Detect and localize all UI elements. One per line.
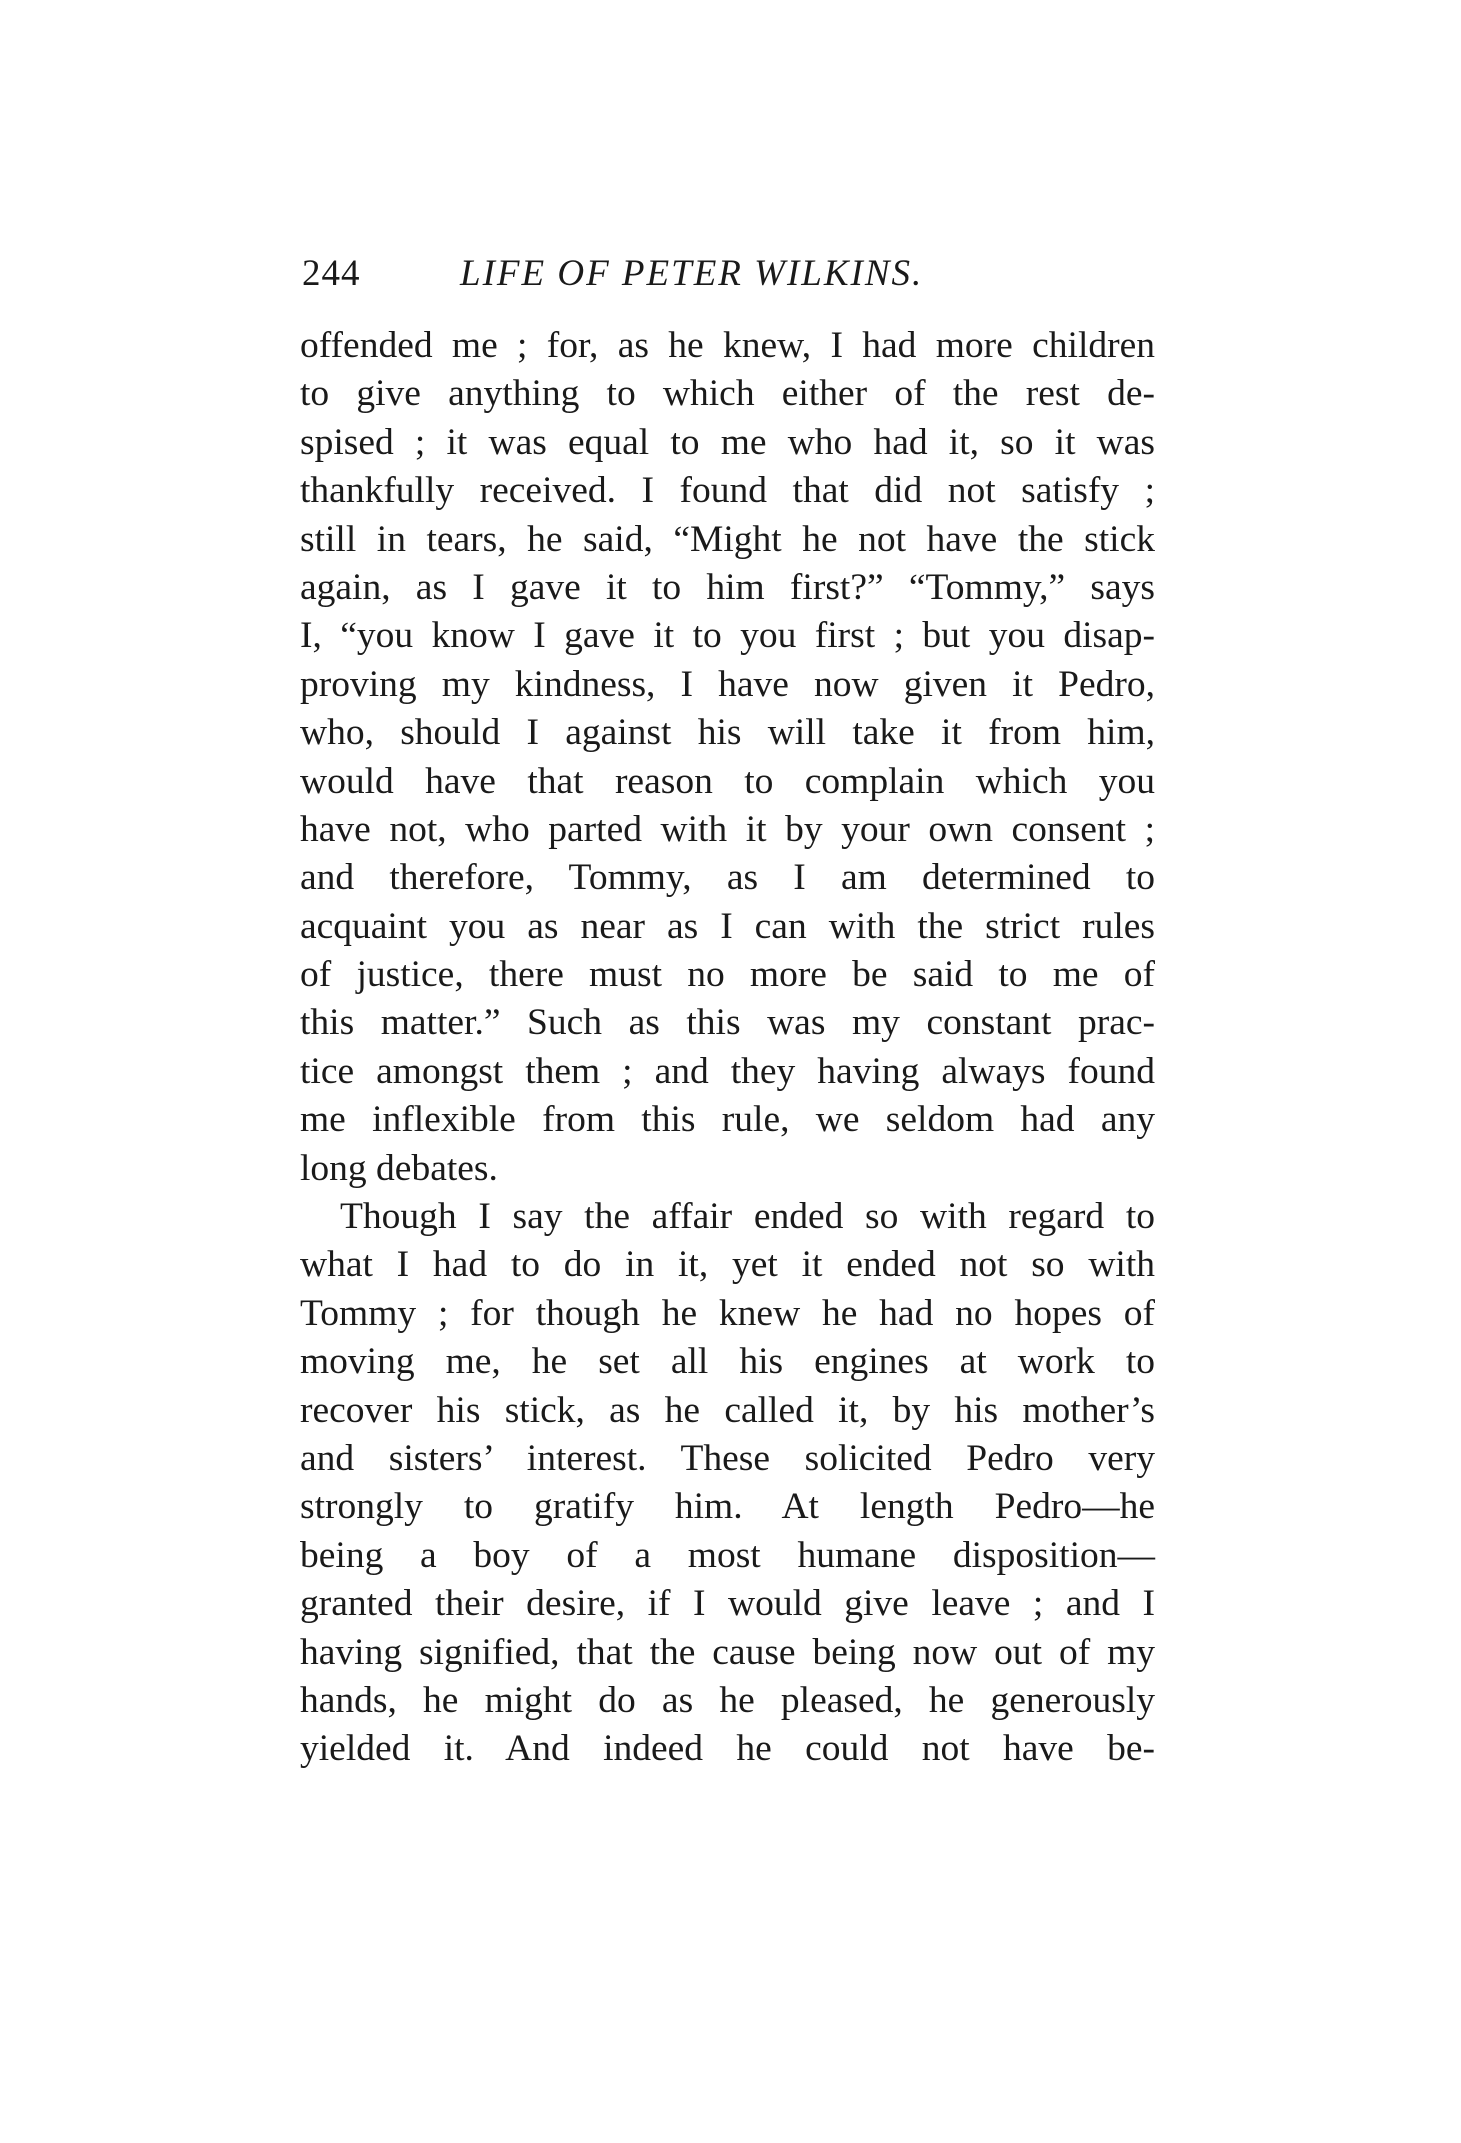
text-line: long debates. <box>300 1147 498 1189</box>
text-line: tice amongst them ; and they having always found <box>300 1050 1155 1092</box>
text-line: Tommy ; for though he knew he had no hopes of <box>300 1292 1155 1334</box>
text-line: hands, he might do as he pleased, he generously <box>300 1679 1155 1721</box>
text-line: to give anything to which either of the rest de- <box>300 373 1155 415</box>
text-line: and sisters’ interest. These solicited Pedro very <box>300 1437 1155 1479</box>
text-line: of justice, there must no more be said to me of <box>300 954 1155 996</box>
text-line: granted their desire, if I would give leave ; and I <box>300 1583 1155 1625</box>
book-page <box>300 250 1155 1774</box>
text-line: who, should I against his will take it from him, <box>300 712 1155 754</box>
text-line: what I had to do in it, yet it ended not so with <box>300 1244 1155 1286</box>
running-title: LIFE OF PETER WILKINS. <box>460 253 924 294</box>
body-text <box>300 322 1155 1774</box>
text-line: moving me, he set all his engines at work to <box>300 1341 1155 1383</box>
text-line: still in tears, he said, “Might he not have the stick <box>300 518 1155 560</box>
text-line: proving my kindness, I have now given it Pedro, <box>300 663 1155 705</box>
text-line: would have that reason to complain which you <box>300 760 1155 802</box>
text-line: having signified, that the cause being now out of my <box>300 1631 1155 1673</box>
text-line: have not, who parted with it by your own consent ; <box>300 808 1155 850</box>
text-line: me inflexible from this rule, we seldom had any <box>300 1099 1155 1141</box>
running-head <box>300 250 1155 298</box>
paragraph-2 <box>300 1193 1155 1774</box>
text-line: yielded it. And indeed he could not have be- <box>300 1728 1155 1770</box>
text-line: Though I say the affair ended so with regard to <box>340 1196 1155 1238</box>
text-line: strongly to gratify him. At length Pedro—he <box>300 1486 1155 1528</box>
text-line: acquaint you as near as I can with the strict rules <box>300 905 1155 947</box>
text-line: this matter.” Such as this was my constant prac- <box>300 1002 1155 1044</box>
text-line: offended me ; for, as he knew, I had more children <box>300 325 1155 366</box>
text-line: I, “you know I gave it to you first ; but you disap- <box>300 615 1155 657</box>
text-line: spised ; it was equal to me who had it, so it was <box>300 421 1155 463</box>
text-line: and therefore, Tommy, as I am determined to <box>300 857 1155 899</box>
page-number: 244 <box>302 253 361 294</box>
text-line: again, as I gave it to him first?” “Tommy,” says <box>300 566 1155 608</box>
text-line: recover his stick, as he called it, by his mother’s <box>300 1389 1155 1431</box>
text-line: being a boy of a most humane disposition— <box>300 1534 1155 1576</box>
paragraph-1 <box>300 322 1155 1193</box>
text-line: thankfully received. I found that did not satisfy ; <box>300 470 1155 512</box>
